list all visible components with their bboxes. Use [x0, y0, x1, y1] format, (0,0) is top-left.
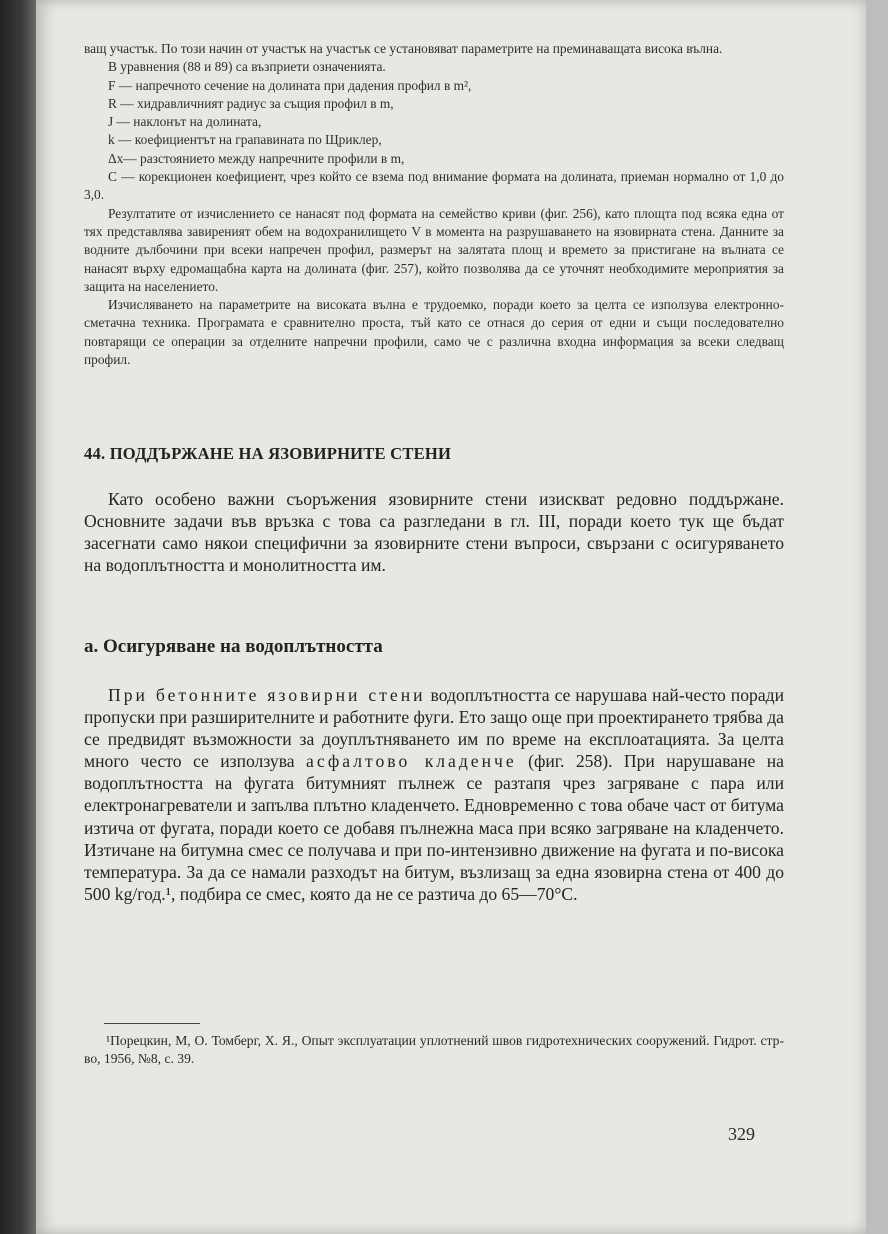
- paragraph-text: водоплътността се нарушава най-често поради пропуски при разширителните и работните фуги. Ето защо още при проектирането трябва да се предвидят възможности за доуплътняването им по време на експлоатацията. За целта много често се използува: [84, 685, 784, 772]
- definition-J: J — наклонът на долината,: [108, 114, 262, 130]
- paragraph-waterproofing: [84, 684, 784, 905]
- definition-F: F — напречното сечение на долината при дадения профил в m²,: [108, 77, 472, 93]
- definition-C: C — корекционен коефициент, чрез който се взема под внимание формата на долината, приеман нормално от 1,0 до 3,0.: [84, 169, 784, 203]
- paragraph-section-intro: Като особено важни съоръжения язовирните стени изискват редовно поддържане. Основните задачи във връзка с това са разгледани в гл. III, поради което тук ще бъдат засегнати само някои специфични за язовирните стени въпроси, свързани с осигуряването на водоплътността и монолитността им.: [84, 489, 784, 576]
- spaced-lead-text: При бетонните язовирни стени: [108, 685, 426, 705]
- top-text-block: [84, 40, 784, 369]
- subsection-heading: а. Осигуряване на водоплътността: [84, 636, 383, 657]
- definition-dx: Δx— разстоянието между напречните профили в m,: [108, 150, 405, 166]
- section-heading: 44. ПОДДЪРЖАНЕ НА ЯЗОВИРНИТЕ СТЕНИ: [84, 444, 452, 463]
- paragraph-continued: ващ участък. По този начин от участък на участък се установяват параметрите на преминаващата висока вълна.: [84, 41, 723, 56]
- paragraph-text-tail: (фиг. 258). При нарушаване на водоплътността на фугата битумният пълнеж се разтапя чрез загряване с пара или електронагреватели и запълва плътно кладенчето. Едновременно с това обаче част от битума изтича от фугата, поради което се добавя пълнежна маса при всяко загряване на кладенчето. Изтичане на битумна смес се получава и при по-интензивно движение на фугата и по-висока температура. За да се намали разходът на битум, възлизащ за една язовирна стена от 400 до 500 kg/год.¹, подбира се смес, която да не се разтича до 65—70°C.: [84, 751, 784, 904]
- subsection-body: [84, 684, 784, 905]
- page-number: 329: [728, 1124, 755, 1144]
- definition-R: R — хидравличният радиус за същия профил в m,: [108, 95, 394, 111]
- footnote: [84, 1032, 784, 1068]
- spaced-term: асфалтово кладенче: [306, 751, 517, 772]
- paragraph-notation-intro: В уравнения (88 и 89) са възприети означенията.: [108, 59, 386, 75]
- section-intro-block: [84, 488, 784, 576]
- paragraph-computation: Изчисляването на параметрите на високата вълна е трудоемко, поради което за целта се използува електронно-сметачна техника. Програмата е сравнително проста, тъй като се отнася до серия от едни и същи последователно повтарящи се операции за отделните напречни профили, само че с различна входна информация за всеки следващ профил.: [84, 297, 784, 368]
- footnote-text: ¹Порецкин, М, О. Томберг, Х. Я., Опыт эксплуатации уплотнений швов гидротехнических сооружений. Гидрот. стр-во, 1956, №8, с. 39.: [84, 1033, 784, 1066]
- scan-left-edge: [0, 0, 36, 1234]
- footnote-rule: [104, 1023, 200, 1024]
- paragraph-results: Резултатите от изчислението се нанасят под формата на семейство криви (фиг. 256), като площта под всяка една от тях представлява завиреният обем на водохранилището V в момента на разрушаването на язовирната стена. Данните за водните дълбочини при всеки напречен профил, размерът на залятата площ и времето за пристигане на вълната се нанасят върху едромащабна карта на долината (фиг. 257), който позволява да се уточнят необходимите мероприятия за защита на населението.: [84, 205, 784, 294]
- scan-right-edge: [866, 0, 888, 1234]
- definition-k: k — коефициентът на грапавината по Щриклер,: [108, 132, 382, 148]
